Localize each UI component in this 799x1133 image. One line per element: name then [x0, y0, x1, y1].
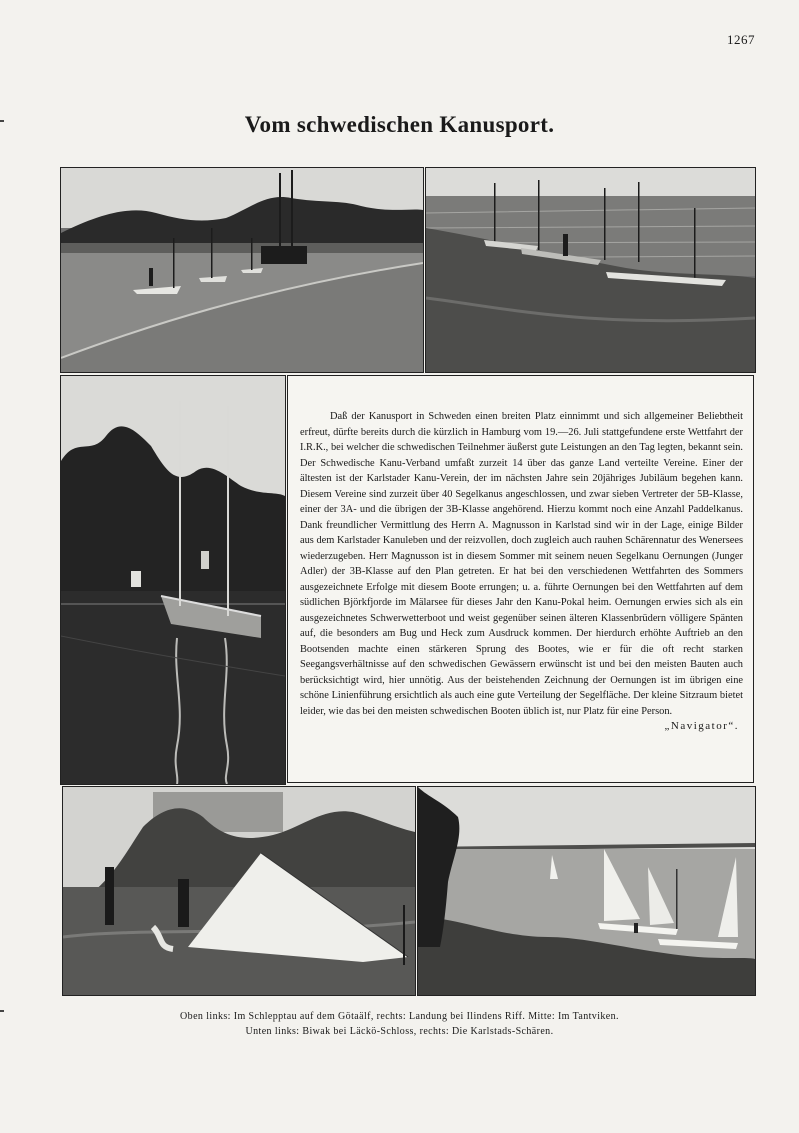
article-signature: „Navigator“.: [664, 720, 739, 732]
photo-bivouac: [62, 786, 416, 996]
photo-caption-line-1: Oben links: Im Schlepptau auf dem Götaälf, rechts: Landung bei Ilindens Riff. Mitte: Im Tantviken.: [180, 1011, 619, 1022]
photo-karlstad-skerries: [417, 786, 756, 996]
page-title: Vom schwedischen Kanusport.: [244, 112, 555, 137]
photo-landing: [425, 167, 756, 373]
article-text-box: [287, 375, 754, 783]
photo-caption-line-2: Unten links: Biwak bei Läckö-Schloss, rechts: Die Karlstads-Schären.: [245, 1026, 554, 1037]
article-body: Daß der Kanusport in Schweden einen breiten Platz einnimmt und sich allgemeiner Beliebtheit erfreut, dürfte bereits durch die kürzlich in Hamburg vom 19.—26. Juli stattgefundene erste Wettfahrt der I.R.K., bei welcher die schwedischen Teilnehmer äußerst gute Leistungen an den Tag legten, bekannt sein. Der Schwedische Kanu-Verband umfaßt zurzeit 14 über das ganze Land verteilte Vereine. Einer der ältesten ist der Karlstader Kanu-Verein, der im nächsten Jahre sein 20jähriges Jubiläum begehen kann. Diesem Vereine sind zurzeit über 40 Segelkanus angeschlossen, und zwar sieben Vertreter der 5B-Klasse, einer der 3A- und die übrigen der 3B-Klasse angehörend. Hierzu kommt noch eine Anzahl Paddelkanus. Dank freundlicher Vermittlung des Herrn A. Magnusson in Karlstad sind wir in der Lage, einige Bilder aus dem Karlstader Kanuleben und der reizvollen, doch zugleich auch rauhen Schärennatur des Wenersees wiederzugeben. Herr Magnusson ist in diesem Sommer mit seinem neuen Segelkanu Oernungen (Junger Adler) der 3B-Klasse auf den Plan getreten. Er hat bei den verschiedenen Wettfahrten des Sommers ausgezeichnete Erfolge mit diesem Boote errungen; u. a. führte Oernungen bei den Wettfahrten auf dem südlichen Björkfjorde im Mälarsee für dieses Jahr den Kanu-Pokal heim. Oernungen erwies sich als ein ausgezeichnetes Schwerwetterboot und weist gegenüber seinen älteren Klassenbrüdern völligere Spänten auf, die besonders am Bug und Heck zum Ausdruck kommen. Der hierdurch erhöhte Auftrieb an den Bootsenden machte einen stärkeren Sprung des Bootes, wie er für die oft recht starken Seegangsverhältnisse auf den schwedischen Gewässern erwünscht ist und bei den meisten Bauten auch berücksichtigt wird, hier unnötig. Aus der beistehenden Zeichnung der Oernungen ist im übrigen eine schöne Linienführung ersichtlich als auch eine gute Verteilung der Segelfläche. Der kleine Sitzraum bietet leider, wie das bei den meisten schwedischen Booten üblich ist, nur Platz für eine Person.: [300, 411, 743, 717]
photo-tantviken: [60, 375, 286, 785]
photo-towing: [60, 167, 424, 373]
page-number: 1267: [727, 32, 755, 47]
